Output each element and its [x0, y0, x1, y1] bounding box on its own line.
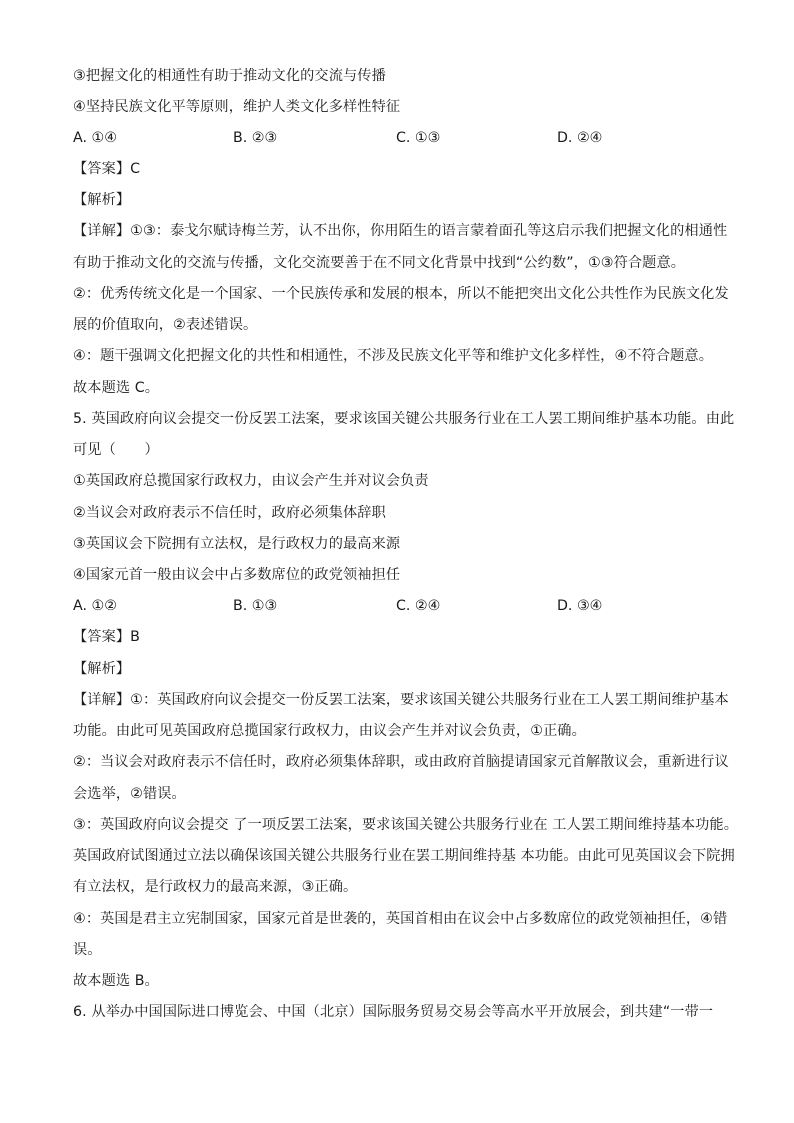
q4-options	[73, 128, 733, 148]
q6-stem-line-1: 6. 从举办中国国际进口博览会、中国（北京）国际服务贸易交易会等高水平开放展会，到共建“一带一	[73, 1004, 714, 1020]
q5-detail-line-9: 误。	[73, 942, 102, 958]
q5-detail-line-4: 会选举，②错误。	[73, 786, 186, 802]
q5-detail-line-6: 英国政府试图通过立法以确保该国关键公共服务行业在罢工期间维持基 本功能。由此可见英国议会下院拥	[73, 848, 735, 864]
q5-detail-line-2: 功能。由此可见英国政府总揽国家行政权力，由议会产生并对议会负责，①正确。	[73, 723, 586, 739]
q5-analysis-heading: 【解析】	[73, 661, 131, 677]
q5-option-a: A. ①②	[73, 598, 117, 614]
q4-option-a: A. ①④	[73, 130, 117, 146]
q4-detail-line-5: ④：题干强调文化把握文化的共性和相通性，不涉及民族文化平等和维护文化多样性，④不符合题意。	[73, 348, 714, 364]
q5-detail-line-1: 【详解】①：英国政府向议会提交一份反罢工法案，要求该国关键公共服务行业在工人罢工期间维护基本	[73, 692, 729, 708]
q4-statement-3: ③把握文化的相通性有助于推动文化的交流与传播	[73, 68, 386, 84]
q5-statement-2: ②当议会对政府表示不信任时，政府必须集体辞职	[73, 505, 386, 521]
q5-detail-line-5: ③：英国政府向议会提交 了一项反罢工法案，要求该国关键公共服务行业在 工人罢工期间维持基本功能。	[73, 817, 738, 833]
q5-statement-3: ③英国议会下院拥有立法权，是行政权力的最高来源	[73, 536, 401, 552]
q5-answer: 【答案】B	[73, 629, 140, 645]
q4-option-c: C. ①③	[396, 130, 441, 146]
q4-detail-line-4: 展的价值取向，②表述错误。	[73, 317, 258, 333]
q4-option-d: D. ②④	[557, 130, 603, 146]
q5-detail-line-8: ④：英国是君主立宪制国家，国家元首是世袭的，英国首相由在议会中占多数席位的政党领袖担任，④错	[73, 911, 728, 927]
q5-option-c: C. ②④	[396, 598, 441, 614]
q4-detail-line-2: 有助于推动文化的交流与传播，文化交流要善于在不同文化背景中找到“公约数”，①③符合题意。	[73, 255, 686, 271]
q5-detail-line-7: 有立法权，是行政权力的最高来源，③正确。	[73, 879, 358, 895]
q4-detail-line-1: 【详解】①③：泰戈尔赋诗梅兰芳，认不出你，你用陌生的语言蒙着面孔等这启示我们把握文化的相通性	[73, 223, 728, 239]
q5-stem-line-1: 5. 英国政府向议会提交一份反罢工法案，要求该国关键公共服务行业在工人罢工期间维护基本功能。由此	[73, 411, 735, 427]
q5-stem-line-2: 可见（ ）	[73, 442, 159, 458]
q5-option-b: B. ①③	[233, 598, 278, 614]
q4-statement-4: ④坚持民族文化平等原则，维护人类文化多样性特征	[73, 99, 401, 115]
q4-answer: 【答案】C	[73, 161, 141, 177]
q5-detail-line-3: ②：当议会对政府表示不信任时，政府必须集体辞职，或由政府首脑提请国家元首解散议会，重新进行议	[73, 754, 729, 770]
q5-options	[73, 596, 733, 616]
q4-conclusion: 故本题选 C。	[73, 380, 160, 396]
q4-detail-line-3: ②：优秀传统文化是一个国家、一个民族传承和发展的根本，所以不能把突出文化公共性作为民族文化发	[73, 286, 729, 302]
q4-analysis-heading: 【解析】	[73, 192, 131, 208]
q5-statement-1: ①英国政府总揽国家行政权力，由议会产生并对议会负责	[73, 473, 429, 489]
q5-option-d: D. ③④	[557, 598, 603, 614]
q5-statement-4: ④国家元首一般由议会中占多数席位的政党领袖担任	[73, 567, 401, 583]
q5-conclusion: 故本题选 B。	[73, 973, 159, 989]
q4-option-b: B. ②③	[233, 130, 278, 146]
